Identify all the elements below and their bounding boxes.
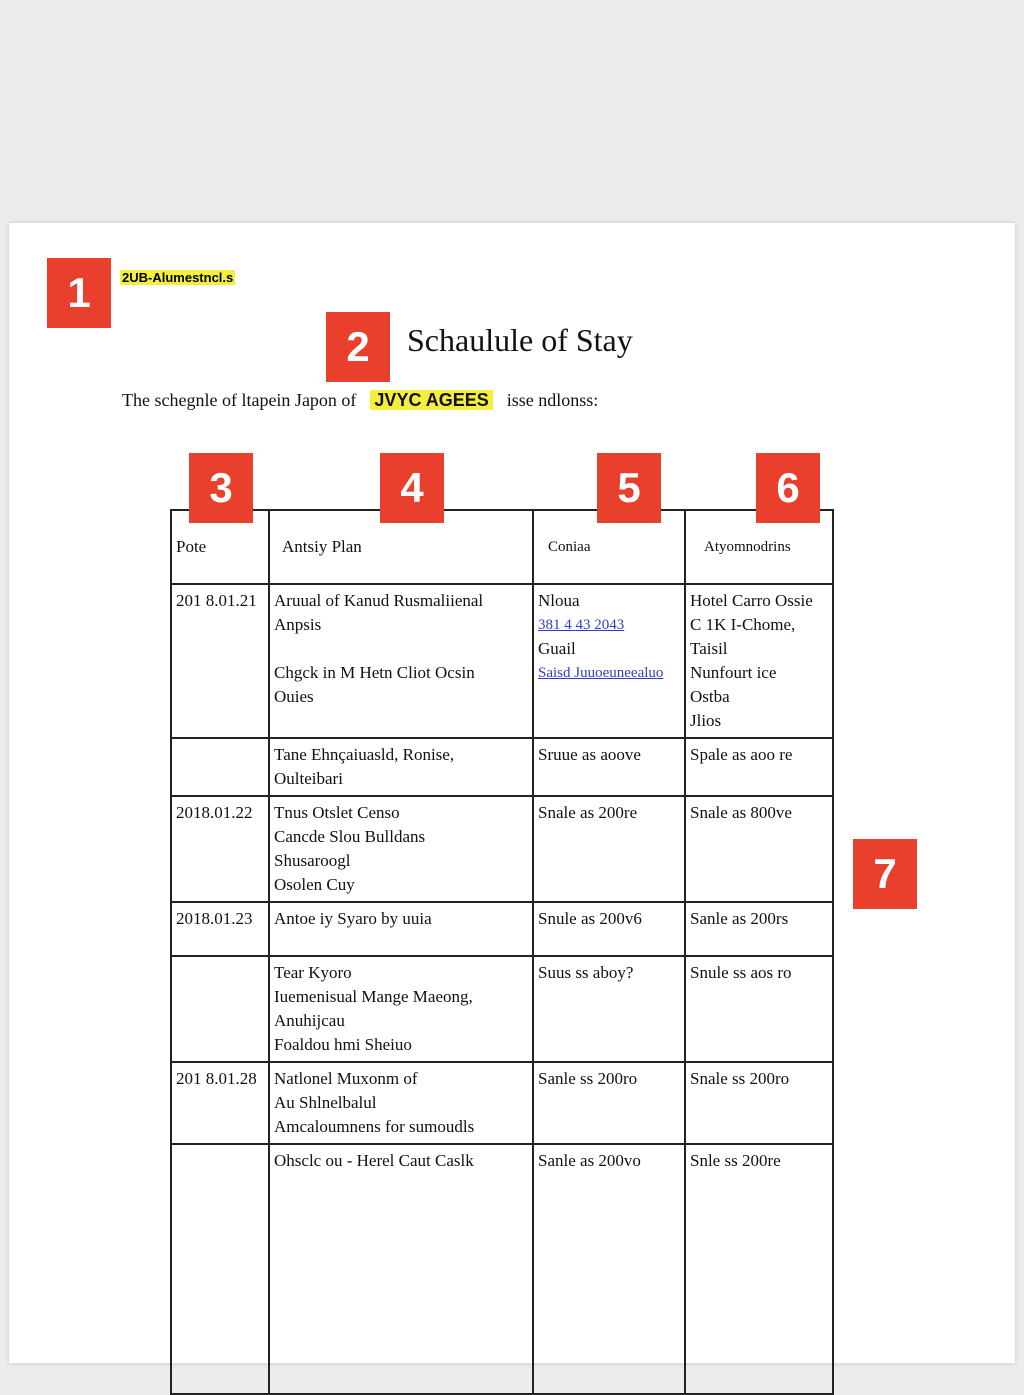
intro-sentence: [122, 390, 598, 411]
header-row: [171, 510, 833, 584]
cell-line: Spale as aoo re: [690, 745, 793, 764]
marker-5: 5: [597, 453, 661, 523]
cell-accommodation: [685, 902, 833, 956]
document-reference: 2UB-Alumestncl.s: [122, 270, 234, 285]
table-row: [171, 902, 833, 956]
cell-line: Snule as 200v6: [538, 909, 642, 928]
cell-activity-plan: [269, 796, 533, 902]
cell-date: [171, 1144, 269, 1394]
cell-line: Snale as 800ve: [690, 803, 792, 822]
cell-line: Ohsclc ou - Herel Caut Caslk: [274, 1151, 474, 1170]
cell-activity-plan: [269, 902, 533, 956]
contact-phone-link[interactable]: 381 4 43 2043: [538, 617, 625, 633]
cell-date: 2018.01.23: [171, 902, 269, 956]
cell-line: Cancde Slou Bulldans: [274, 827, 426, 846]
cell-date: 201 8.01.28: [171, 1062, 269, 1144]
cell-line: Sanle ss 200ro: [538, 1069, 638, 1088]
cell-line: Anuhijcau: [274, 1011, 345, 1030]
cell-line: Osolen Cuy: [274, 875, 355, 894]
header-accommodation: Atyomnodrins: [685, 510, 833, 584]
cell-line: Tnus Otslet Censo: [274, 803, 400, 822]
page-title: Schaulule of Stay: [407, 322, 633, 358]
cell-line: Foaldou hmi Sheiuo: [274, 1035, 412, 1054]
cell-line: Taisil: [690, 639, 728, 658]
cell-activity-plan: [269, 584, 533, 738]
cell-line: Ouies: [274, 687, 314, 706]
cell-line: Anpsis: [274, 615, 322, 634]
cell-accommodation: [685, 738, 833, 796]
cell-line: Tear Kyoro: [274, 963, 352, 982]
cell-line: Tane Ehnçaiuasld, Ronise,: [274, 745, 455, 764]
header-date: Pote: [171, 510, 269, 584]
cell-line: Amcaloumnens for sumoudls: [274, 1117, 475, 1136]
marker-3: 3: [189, 453, 253, 523]
cell-line: Suus ss aboy?: [538, 963, 634, 982]
cell-line: Au Shlnelbalul: [274, 1093, 377, 1112]
cell-date: [171, 738, 269, 796]
cell-line: Snle ss 200re: [690, 1151, 781, 1170]
header-activity-plan: Antsiy Plan: [269, 510, 533, 584]
cell-activity-plan: [269, 1144, 533, 1394]
table-row: [171, 738, 833, 796]
cell-line: Sanle as 200vo: [538, 1151, 641, 1170]
cell-activity-plan: [269, 1062, 533, 1144]
cell-line: Chgck in M Hetn Cliot Ocsin: [274, 663, 475, 682]
cell-line: C 1K I-Chome,: [690, 615, 796, 634]
cell-line: Sanle as 200rs: [690, 909, 789, 928]
cell-contact: [533, 1062, 685, 1144]
cell-date: 201 8.01.21: [171, 584, 269, 738]
cell-contact: [533, 956, 685, 1062]
cell-line: Oulteibari: [274, 769, 343, 788]
cell-line: Hotel Carro Ossie: [690, 591, 813, 610]
intro-before: The schegnle of ltapein Japon of: [122, 390, 357, 410]
cell-line: Shusaroogl: [274, 851, 351, 870]
table-row: [171, 1062, 833, 1144]
cell-accommodation: [685, 584, 833, 738]
table-row: [171, 1144, 833, 1394]
cell-activity-plan: [269, 738, 533, 796]
cell-line: Snale ss 200ro: [690, 1069, 790, 1088]
cell-line: Snule ss aos ro: [690, 963, 792, 982]
cell-line: Antoe iy Syaro by uuia: [274, 909, 432, 928]
cell-contact: [533, 902, 685, 956]
cell-contact: [533, 796, 685, 902]
cell-line: Guail: [538, 639, 576, 658]
marker-2: 2: [326, 312, 390, 382]
cell-accommodation: [685, 1062, 833, 1144]
cell-line: Jlios: [690, 711, 722, 730]
cell-line: Sruue as aoove: [538, 745, 641, 764]
marker-1: 1: [47, 258, 111, 328]
cell-date: 2018.01.22: [171, 796, 269, 902]
intro-after: isse ndlonss:: [506, 390, 599, 410]
cell-contact: [533, 738, 685, 796]
table-row: [171, 956, 833, 1062]
cell-line: Aruual of Kanud Rusmaliienal: [274, 591, 484, 610]
cell-line: Snale as 200re: [538, 803, 638, 822]
cell-contact: [533, 584, 685, 738]
table-row: [171, 796, 833, 902]
header-contact: Coniaa: [533, 510, 685, 584]
cell-line: Iuemenisual Mange Maeong,: [274, 987, 473, 1006]
cell-line: Nunfourt ice: [690, 663, 777, 682]
cell-line: Natlonel Muxonm of: [274, 1069, 418, 1088]
schedule-table: [170, 509, 834, 1395]
client-name: JVYC AGEES: [370, 390, 492, 410]
contact-email-link[interactable]: Saisd Juuoeuneealuo: [538, 665, 664, 681]
cell-accommodation: [685, 1144, 833, 1394]
cell-accommodation: [685, 956, 833, 1062]
marker-4: 4: [380, 453, 444, 523]
cell-date: [171, 956, 269, 1062]
table-row: [171, 584, 833, 738]
cell-line: Ostba: [690, 687, 730, 706]
cell-line: Nloua: [538, 591, 580, 610]
cell-contact: [533, 1144, 685, 1394]
marker-7: 7: [853, 839, 917, 909]
marker-6: 6: [756, 453, 820, 523]
cell-line: [274, 637, 528, 661]
cell-accommodation: [685, 796, 833, 902]
cell-activity-plan: [269, 956, 533, 1062]
